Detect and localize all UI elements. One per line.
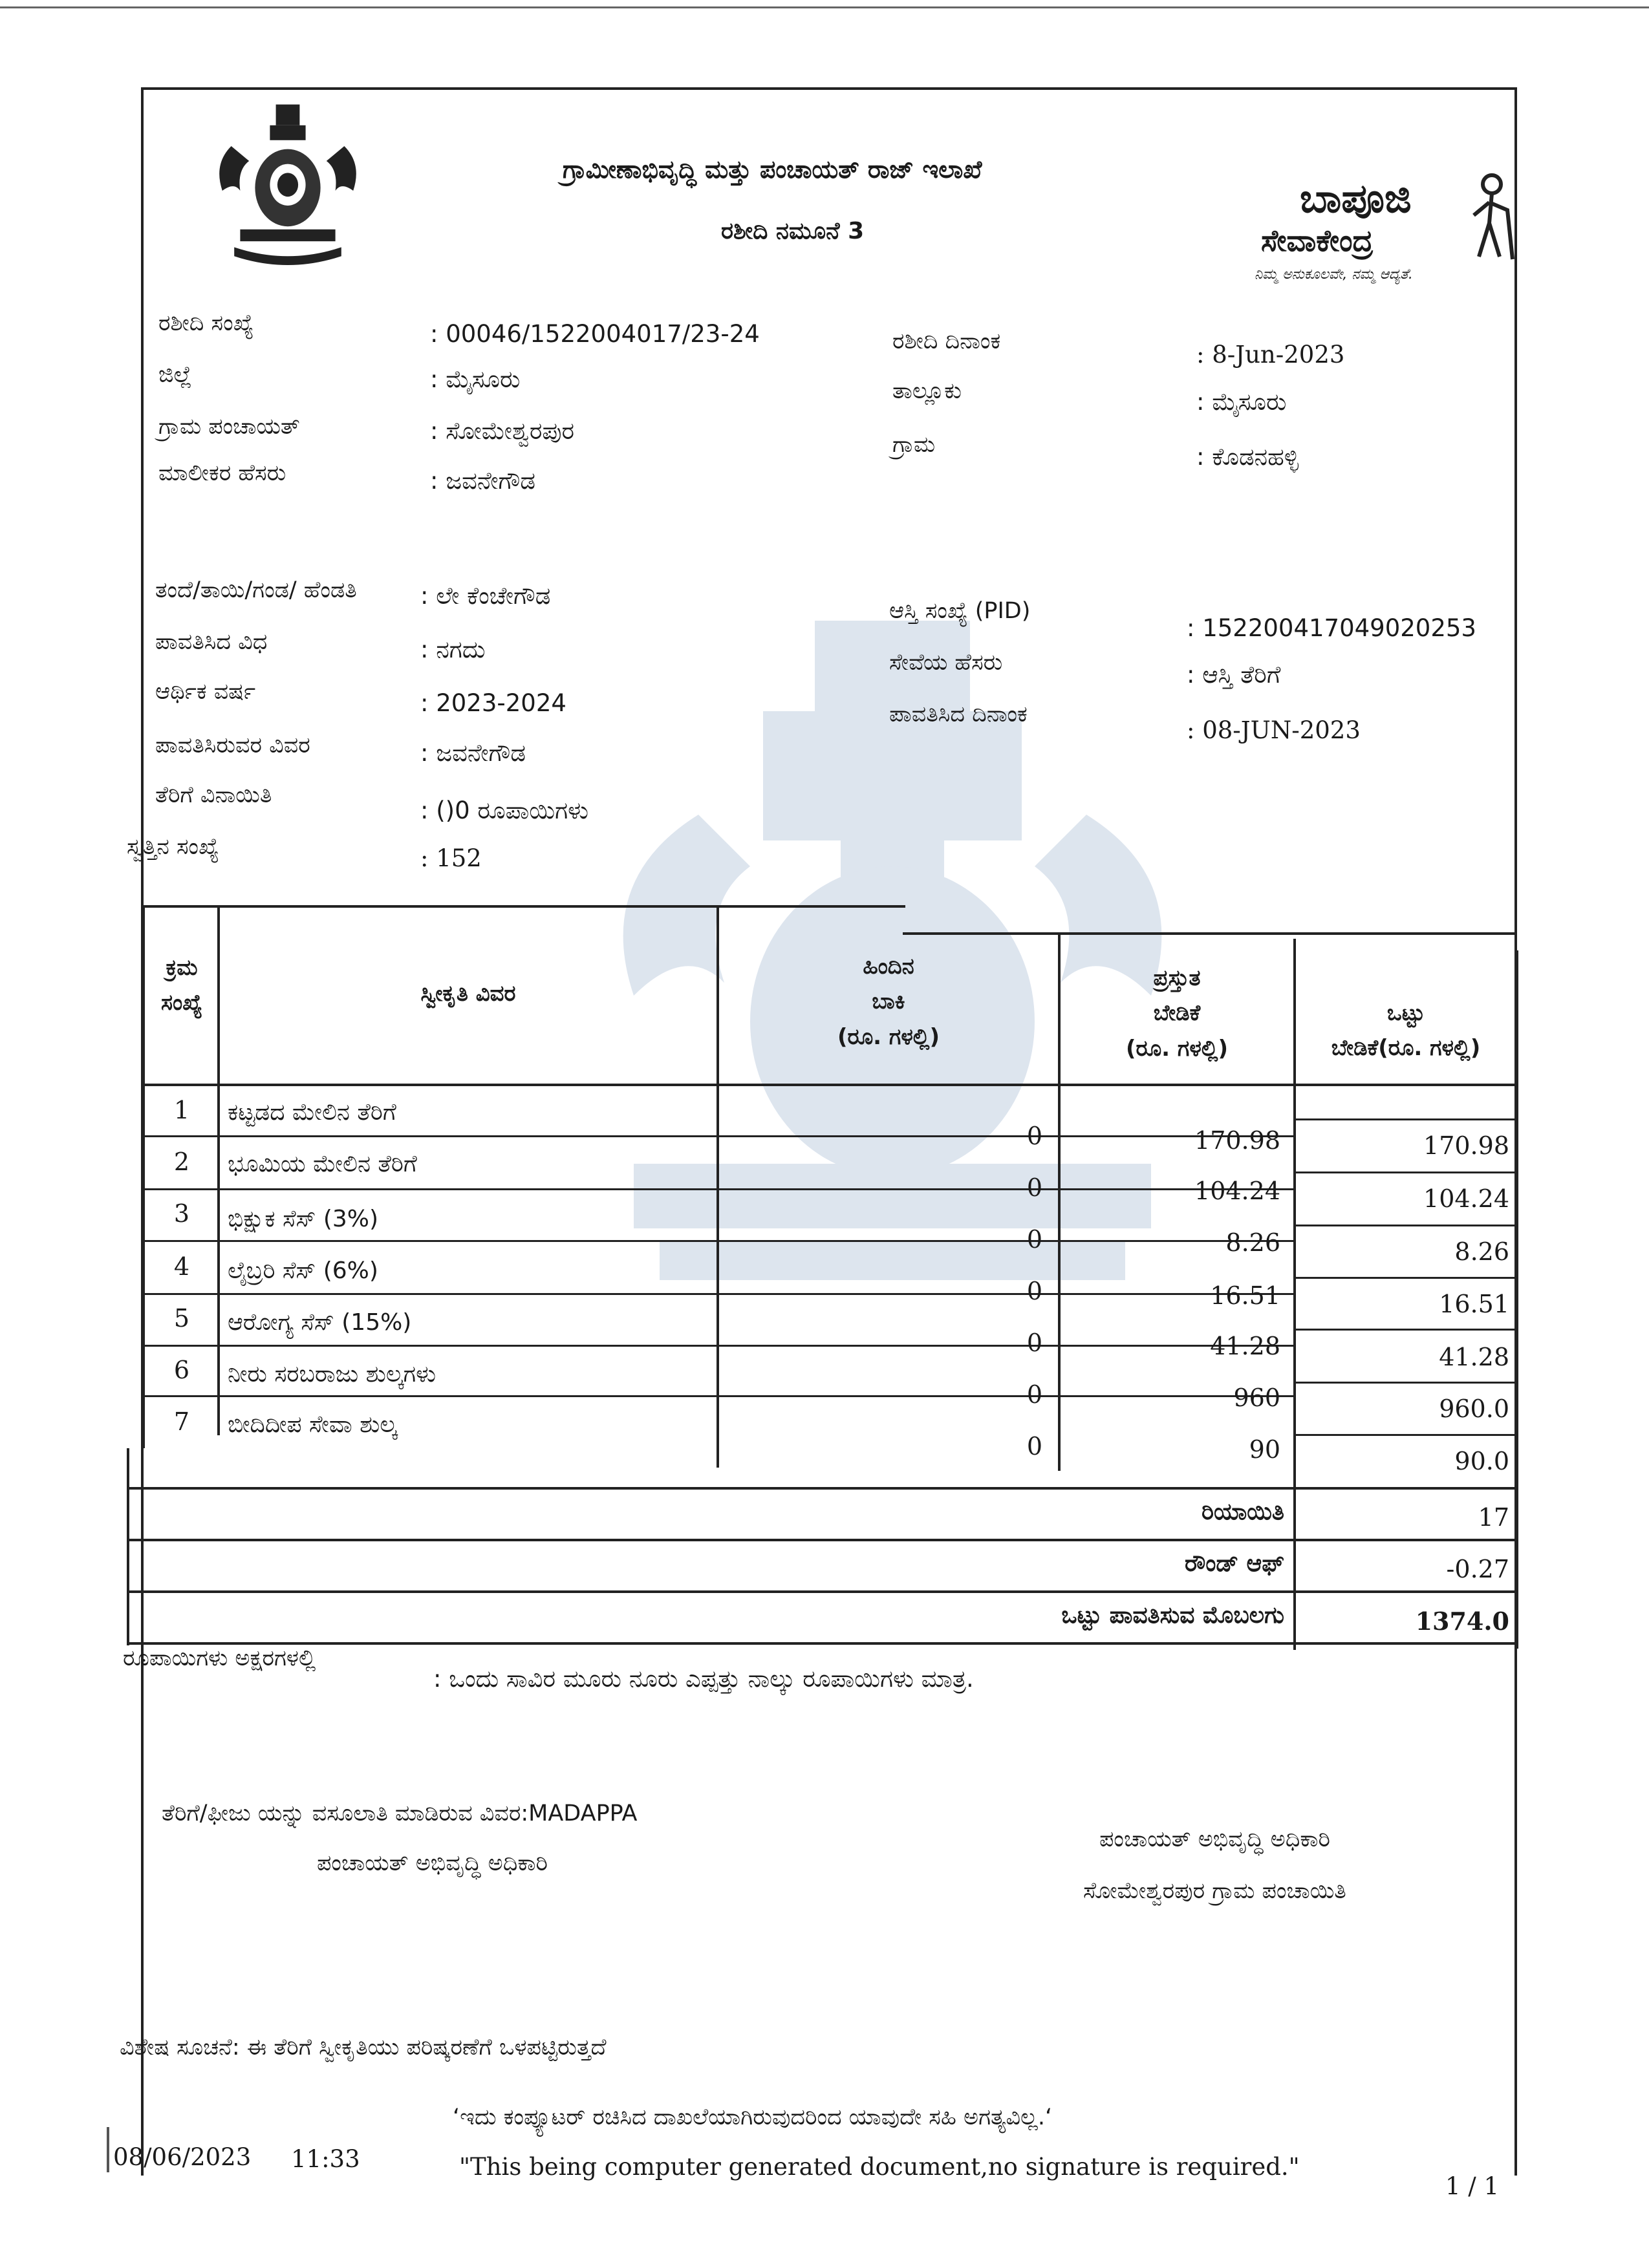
round-off-label: ರೌಂಡ್ ಆಫ್ (1184, 1550, 1284, 1577)
row-1-current: 170.98 (1194, 1126, 1280, 1155)
payer-details-label: ಪಾವತಿಸಿರುವರ ವಿವರ (155, 733, 310, 758)
row-6-desc: ನೀರು ಸರಬರಾಜು ಶುಲ್ಕಗಳು (228, 1361, 436, 1387)
taluk-value: : ಮೈಸೂರು (1196, 388, 1287, 416)
row-5-sno: 5 (173, 1304, 190, 1332)
financial-year-label: ಆರ್ಥಿಕ ವರ್ಷ (155, 679, 256, 705)
row-4-current: 16.51 (1210, 1281, 1280, 1310)
row-2-current: 104.24 (1194, 1177, 1280, 1205)
row-2-desc: ಭೂಮಿಯ ಮೇಲಿನ ತೆರಿಗೆ (228, 1151, 417, 1177)
scan-top-edge (0, 6, 1649, 8)
row-5-prev: 0 (1026, 1329, 1042, 1357)
receipt-no-value: : 00046/1522004017/23-24 (430, 320, 760, 348)
village-value: : ಕೊಡನಹಳ್ಳಿ (1196, 443, 1299, 471)
tax-exemption-value: : ()0 ರೂಪಾಯಿಗಳು (420, 797, 588, 824)
row-5-desc: ಆರೋಗ್ಯ ಸೆಸ್ (15%) (228, 1309, 412, 1336)
footer-mark (107, 2127, 109, 2172)
row-6-current: 960 (1233, 1384, 1280, 1412)
th-sno-line2: ಸಂಖ್ಯೆ (161, 990, 202, 1016)
footer-note-kannada: ‘ಇದು ಕಂಪ್ಯೂಟರ್ ರಚಿಸಿದ ದಾಖಲೆಯಾಗಿರುವುದರಿಂದ ಯಾವುದೇ ಸಹಿ ಅಗತ್ಯವಿಲ್ಲ.‘ (453, 2104, 1053, 2130)
brand-tagline: ನಿಮ್ಮ ಅನುಕೂಲವೇ, ನಮ್ಮ ಆದ್ಯತೆ. (1255, 266, 1413, 283)
total-payable-label: ಒಟ್ಟು ಪಾವತಿಸುವ ಮೊಬಲಗು (1061, 1602, 1284, 1629)
row-1-total: 170.98 (1423, 1131, 1509, 1160)
owner-name-value: : ಜವನೇಗೌಡ (430, 467, 535, 495)
th-sno-line1: ಕ್ರಮ (166, 955, 198, 981)
row-7-desc: ಬೀದಿದೀಪ ಸೇವಾ ಶುಲ್ಕ (228, 1411, 398, 1438)
th-current-line1: ಪ್ರಸ್ತುತ (1153, 965, 1201, 991)
district-label: ಜಿಲ್ಲೆ (158, 362, 192, 388)
form-name: ರಶೀದಿ ನಮೂನೆ 3 (721, 218, 865, 244)
amount-words-value: : ಒಂದು ಸಾವಿರ ಮೂರು ನೂರು ಎಪ್ಪತ್ತು ನಾಲ್ಕು ರೂಪಾಯಿಗಳು ಮಾತ್ರ. (433, 1665, 974, 1693)
footer-note-english: "This being computer generated document,no signature is required." (459, 2153, 1300, 2181)
row-2-prev: 0 (1026, 1173, 1042, 1202)
district-value: : ಮೈಸೂರು (430, 365, 521, 393)
row-5-total: 41.28 (1439, 1343, 1509, 1371)
round-off-value: -0.27 (1446, 1555, 1509, 1583)
brand-sub: ಸೇವಾಕೇಂದ್ರ (1261, 223, 1374, 258)
amount-words-label: ರೂಪಾಯಿಗಳು ಅಕ್ಷರಗಳಲ್ಲಿ (123, 1645, 316, 1671)
row-4-desc: ಲೈಬ್ರರಿ ಸೆಸ್ (6%) (228, 1257, 378, 1284)
th-current-line2: ಬೇಡಿಕೆ (1153, 1000, 1201, 1027)
officer-designation: ಪಂಚಾಯತ್ ಅಭಿವೃದ್ಧಿ ಅಧಿಕಾರಿ (1099, 1826, 1330, 1852)
footer-date: 08/06/2023 (113, 2143, 252, 2171)
row-1-desc: ಕಟ್ಟಡದ ಮೇಲಿನ ತೆರಿಗೆ (228, 1099, 396, 1126)
pid-value: : 152200417049020253 (1187, 614, 1476, 642)
collector-line: ತೆರಿಗೆ/ಫೀಜು ಯನ್ನು ವಸೂಲಾತಿ ಮಾಡಿರುವ ವಿವರ:MADAPPA (162, 1801, 638, 1826)
th-total-line2: ಬೇಡಿಕೆ(ರೂ. ಗಳಲ್ಲಿ) (1331, 1035, 1481, 1062)
row-7-sno: 7 (173, 1407, 190, 1436)
payment-mode-value: : ನಗದು (420, 636, 486, 663)
row-3-total: 8.26 (1454, 1237, 1509, 1266)
service-name-label: ಸೇವೆಯ ಹೆಸರು (889, 650, 1003, 676)
row-3-prev: 0 (1026, 1225, 1042, 1254)
service-name-value: : ಆಸ್ತಿ ತೆರಿಗೆ (1187, 661, 1281, 689)
property-no-value: : 152 (420, 844, 482, 872)
row-3-desc: ಭಿಕ್ಷುಕ ಸೆಸ್ (3%) (228, 1206, 379, 1232)
relation-value: : ಲೇ ಕೆಂಚೇಗೌಡ (420, 582, 551, 610)
gram-panchayat-value: : ಸೋಮೇಶ್ವರಪುರ (430, 417, 575, 445)
row-2-total: 104.24 (1423, 1184, 1509, 1213)
discount-value: 17 (1478, 1503, 1509, 1532)
row-2-sno: 2 (173, 1148, 190, 1176)
tax-exemption-label: ತೆರಿಗೆ ವಿನಾಯಿತಿ (155, 782, 272, 808)
row-5-current: 41.28 (1210, 1332, 1280, 1360)
payment-mode-label: ಪಾವತಿಸಿದ ವಿಧ (155, 629, 268, 655)
discount-label: ರಿಯಾಯಿತಿ (1201, 1499, 1284, 1525)
row-3-sno: 3 (173, 1199, 190, 1228)
th-total-line1: ಒಟ್ಟು (1386, 1000, 1425, 1026)
village-label: ಗ್ರಾಮ (892, 432, 936, 458)
receipt-date-value: : 8-Jun-2023 (1196, 341, 1345, 369)
row-4-sno: 4 (173, 1252, 190, 1281)
total-payable-value: 1374.0 (1415, 1607, 1509, 1636)
th-prev-line1: ಹಿಂದಿನ (863, 954, 914, 979)
row-7-current: 90 (1249, 1435, 1280, 1464)
karnataka-emblem-icon (213, 100, 362, 281)
gandhi-figure-icon (1458, 171, 1523, 262)
officer-office: ಸೋಮೇಶ್ವರಪುರ ಗ್ರಾಮ ಪಂಚಾಯಿತಿ (1083, 1878, 1346, 1904)
row-6-sno: 6 (173, 1356, 190, 1384)
taluk-label: ತಾಲ್ಲೂಕು (892, 378, 962, 404)
th-description: ಸ್ವೀಕೃತಿ ವಿವರ (420, 981, 516, 1007)
relation-label: ತಂದೆ/ತಾಯಿ/ಗಂಡ/ ಹೆಂಡತಿ (155, 577, 357, 603)
paid-date-value: : 08-JUN-2023 (1187, 716, 1361, 744)
receipt-date-label: ರಶೀದಿ ದಿನಾಂಕ (892, 328, 1001, 354)
owner-name-label: ಮಾಲೀಕರ ಹೆಸರು (158, 460, 286, 486)
gram-panchayat-label: ಗ್ರಾಮ ಪಂಚಾಯತ್ (158, 414, 300, 440)
row-1-prev: 0 (1026, 1122, 1042, 1150)
payer-details-value: : ಜವನೇಗೌಡ (420, 739, 526, 767)
receipt-no-label: ರಶೀದಿ ಸಂಖ್ಯೆ (158, 310, 254, 336)
row-6-total: 960.0 (1439, 1395, 1509, 1423)
pid-label: ಆಸ್ತಿ ಸಂಖ್ಯೆ (PID) (889, 598, 1031, 624)
receipt-table (127, 905, 1530, 1649)
paid-date-label: ಪಾವತಿಸಿದ ದಿನಾಂಕ (889, 701, 1028, 727)
row-4-prev: 0 (1026, 1277, 1042, 1305)
row-3-current: 8.26 (1225, 1228, 1280, 1257)
page-number: 1 / 1 (1445, 2172, 1500, 2200)
row-4-total: 16.51 (1439, 1290, 1509, 1318)
financial-year-value: : 2023-2024 (420, 689, 566, 717)
brand-name: ಬಾಪೂಜಿ (1300, 175, 1412, 222)
footer-time: 11:33 (291, 2145, 360, 2173)
row-7-prev: 0 (1026, 1432, 1042, 1460)
row-1-sno: 1 (173, 1096, 190, 1124)
th-prev-line2: ಬಾಕಿ (872, 989, 905, 1015)
th-prev-line3: (ರೂ. ಗಳಲ್ಲಿ) (837, 1023, 940, 1050)
row-7-total: 90.0 (1454, 1447, 1509, 1475)
collector-designation: ಪಂಚಾಯತ್ ಅಭಿವೃದ್ಧಿ ಅಧಿಕಾರಿ (317, 1850, 548, 1876)
th-current-line3: (ರೂ. ಗಳಲ್ಲಿ) (1125, 1035, 1229, 1062)
department-title: ಗ್ರಾಮೀಣಾಭಿವೃದ್ಧಿ ಮತ್ತು ಪಂಚಾಯತ್ ರಾಜ್ ಇಲಾಖೆ (563, 155, 982, 184)
row-6-prev: 0 (1026, 1380, 1042, 1409)
property-no-label: ಸ್ವತ್ತಿನ ಸಂಖ್ಯೆ (127, 834, 219, 860)
special-note: ವಿಶೇಷ ಸೂಚನೆ: ಈ ತೆರಿಗೆ ಸ್ವೀಕೃತಿಯು ಪರಿಷ್ಕರಣೆಗೆ ಒಳಪಟ್ಟಿರುತ್ತದೆ (120, 2035, 607, 2060)
